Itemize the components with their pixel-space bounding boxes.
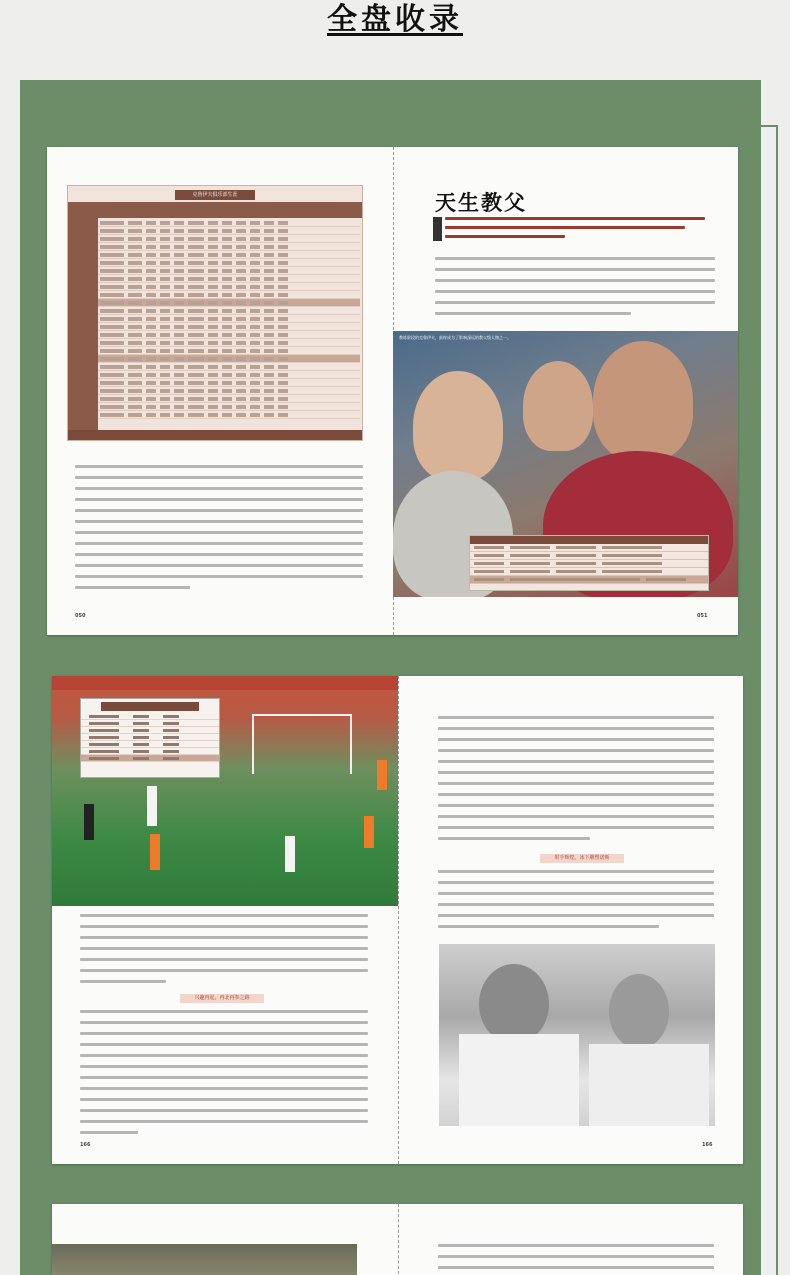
- text-line: [438, 804, 714, 807]
- text-line: [80, 914, 368, 917]
- body-text: [438, 870, 714, 936]
- text-line: [80, 1120, 368, 1123]
- text-line: [75, 476, 363, 479]
- table-row: [98, 323, 360, 331]
- text-line: [438, 815, 714, 818]
- table-row: [98, 275, 360, 283]
- text-line: [438, 870, 714, 873]
- table-row: [98, 243, 360, 251]
- section-heading: 射手辉煌，冰下雕塑诺斯: [540, 854, 624, 863]
- text-line: [438, 760, 714, 763]
- text-line: [438, 738, 714, 741]
- table-row: [98, 235, 360, 243]
- text-line: [80, 936, 368, 939]
- text-line: [438, 892, 714, 895]
- photo-caption: 教练阶段的克鲁伊夫，最终成为了影响深远的教父级人物之一。: [399, 335, 511, 340]
- text-line: [438, 903, 714, 906]
- page-number-left: 050: [75, 613, 86, 619]
- page-title: 全盘收录: [327, 2, 463, 37]
- table-row: [98, 403, 360, 411]
- text-line: [438, 793, 714, 796]
- text-line: [75, 498, 363, 501]
- table-row: [98, 227, 360, 235]
- text-line: [435, 312, 631, 315]
- text-line: [80, 958, 368, 961]
- text-line: [80, 1109, 368, 1112]
- coaching-stats-table: [469, 535, 709, 591]
- text-line: [438, 716, 714, 719]
- table-row: [98, 411, 360, 419]
- table-row: [98, 315, 360, 323]
- chapter-title: 天生教父: [435, 190, 527, 215]
- table-row: [98, 387, 360, 395]
- text-line: [75, 553, 363, 556]
- text-line: [75, 520, 363, 523]
- book-spread-2: [52, 676, 743, 1164]
- body-text: [438, 1244, 714, 1275]
- text-line: [75, 531, 363, 534]
- text-line: [80, 1098, 368, 1101]
- text-line: [438, 925, 659, 928]
- players-photo: [439, 944, 715, 1126]
- text-line: [438, 914, 714, 917]
- body-text: [75, 465, 363, 597]
- table-row: [98, 347, 360, 355]
- text-line: [80, 1043, 368, 1046]
- table-row: [98, 307, 360, 315]
- text-line: [80, 969, 368, 972]
- text-line: [75, 509, 363, 512]
- table-row: [98, 259, 360, 267]
- text-line: [75, 575, 363, 578]
- text-line: [435, 279, 715, 282]
- body-text: [80, 1010, 368, 1142]
- table-row: [98, 339, 360, 347]
- text-line: [75, 586, 190, 589]
- text-line: [80, 1054, 368, 1057]
- text-line: [80, 1131, 138, 1134]
- text-line: [75, 465, 363, 468]
- text-line: [80, 1010, 368, 1013]
- spine-fold: [398, 676, 399, 1164]
- text-line: [438, 1266, 714, 1269]
- page-number-right: 051: [697, 613, 708, 619]
- table-row: [98, 379, 360, 387]
- spine-fold: [398, 1204, 399, 1275]
- section-heading: 兴趣再起，再北再参之路: [180, 994, 264, 1003]
- table-title: [470, 536, 708, 544]
- table-title: 克鲁伊夫俱乐部生涯: [175, 190, 255, 200]
- panel-outline: [760, 125, 778, 1275]
- table-row: [98, 283, 360, 291]
- text-line: [75, 487, 363, 490]
- text-line: [80, 1087, 368, 1090]
- table-row: [98, 331, 360, 339]
- text-line: [435, 290, 715, 293]
- table-row: [98, 363, 360, 371]
- text-line: [80, 947, 368, 950]
- text-line: [438, 1244, 714, 1247]
- text-line: [438, 771, 714, 774]
- text-line: [80, 1032, 368, 1035]
- text-line: [435, 257, 715, 260]
- text-line: [438, 749, 714, 752]
- table-row: [98, 299, 360, 307]
- body-text: [438, 716, 714, 848]
- table-row: [98, 251, 360, 259]
- text-line: [438, 782, 714, 785]
- chapter-tag: [433, 217, 442, 241]
- text-line: [438, 727, 714, 730]
- page-number-left: 166: [80, 1142, 91, 1148]
- table-row: [98, 291, 360, 299]
- text-line: [80, 1076, 368, 1079]
- text-line: [80, 925, 368, 928]
- text-line: [438, 881, 714, 884]
- table-row: [98, 355, 360, 363]
- photo-caption: [298, 888, 394, 900]
- table-row: [98, 219, 360, 227]
- chapter-intro: [445, 217, 711, 241]
- text-line: [438, 826, 714, 829]
- career-stats-table: [67, 185, 363, 441]
- book-spread-3: [52, 1204, 743, 1275]
- text-line: [438, 837, 590, 840]
- text-line: [80, 980, 166, 983]
- text-line: [435, 301, 715, 304]
- intro-text: [435, 257, 715, 323]
- text-line: [80, 1065, 368, 1068]
- page-number-right: 166: [702, 1142, 713, 1148]
- text-line: [435, 268, 715, 271]
- match-photo: [52, 676, 398, 906]
- book-spread-1: [47, 147, 738, 635]
- text-line: [75, 542, 363, 545]
- table-row: [98, 395, 360, 403]
- text-line: [80, 1021, 368, 1024]
- text-line: [438, 1255, 714, 1258]
- table-row: [98, 371, 360, 379]
- partial-photo: [52, 1244, 357, 1275]
- body-text: [80, 914, 368, 991]
- text-line: [75, 564, 363, 567]
- table-row: [98, 267, 360, 275]
- match-stats-table: [80, 698, 220, 778]
